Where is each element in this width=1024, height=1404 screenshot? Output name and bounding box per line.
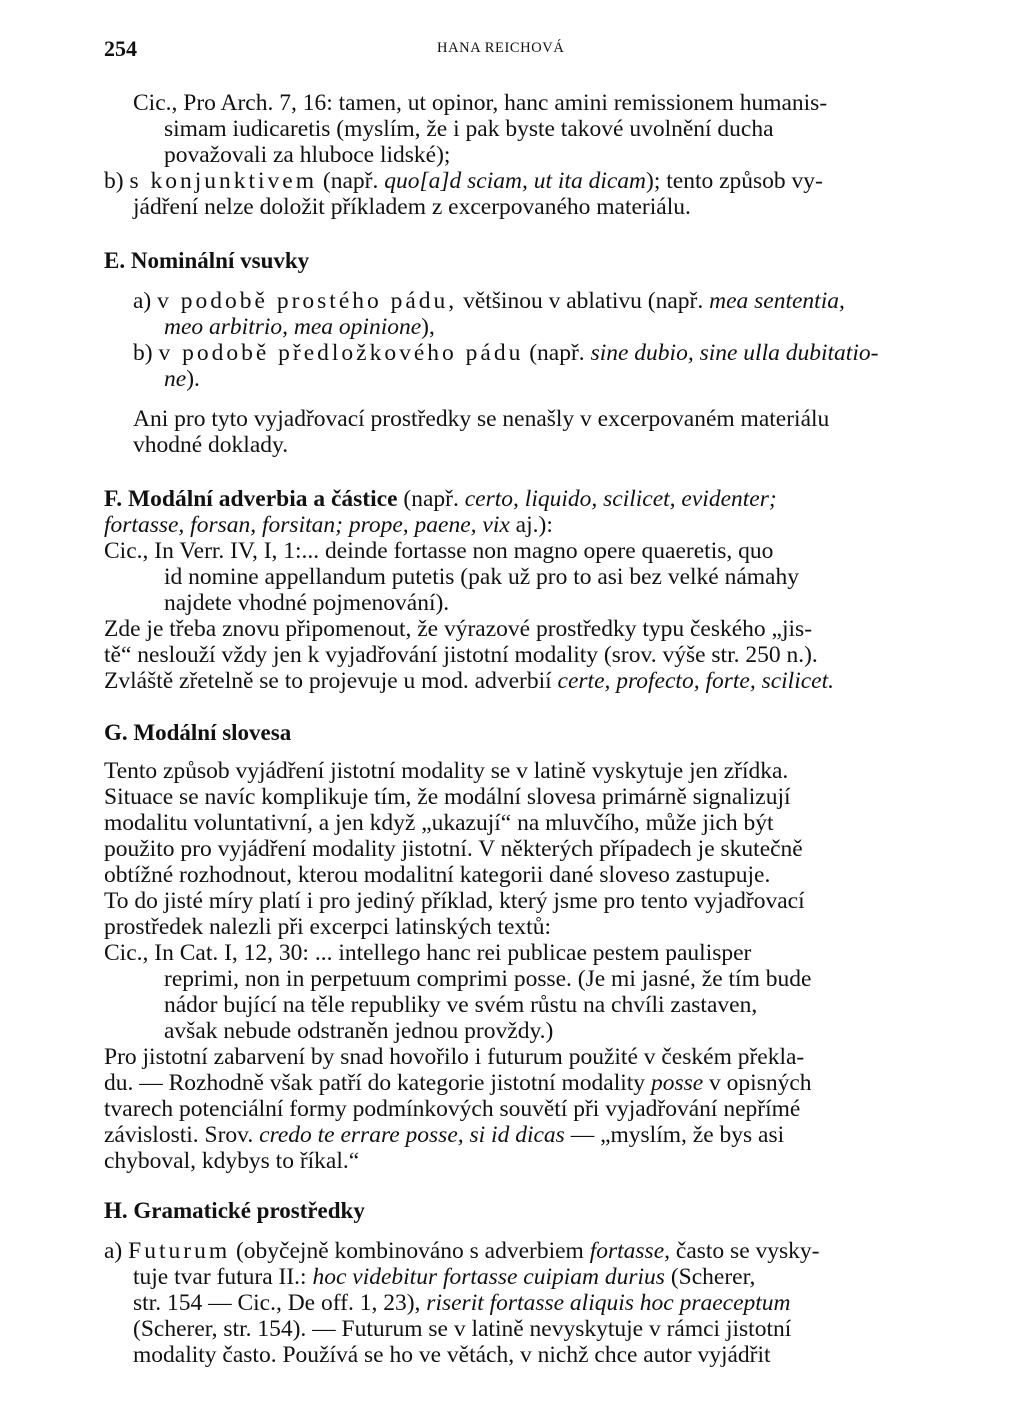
text-line: závislosti. Srov. credo te errare posse, si id dicas — „myslím, že bys asi [104,1122,785,1148]
list-item-b-konjunktiv: b) s konjunktivem (např. quo[a]d sciam, ut ita dicam); tento způsob vy- [104,168,823,194]
text-line: Pro jistotní zabarvení by snad hovořilo i futurum použité v českém překla- [104,1044,805,1070]
running-title: HANA REICHOVÁ [437,40,565,56]
text-line: reprimi, non in perpetuum comprimi posse. (Je mi jasné, že tím bude [164,966,812,992]
section-heading-e: E. Nominální vsuvky [104,248,310,273]
section-heading-h: H. Gramatické prostředky [104,1198,365,1223]
text-line: považovali za hluboce lidské); [164,142,451,168]
text-line: použito pro vyjádření modality jistotní. V některých případech je skutečně [104,836,803,862]
text-line: najdete vhodné pojmenování). [164,590,450,616]
text-line: str. 154 — Cic., De off. 1, 23), riserit fortasse aliquis hoc praeceptum [133,1290,791,1316]
text-line: id nomine appellandum putetis (pak už pro to asi bez velké námahy [164,564,799,590]
text-line: Cic., In Verr. IV, I, 1:... deinde fortasse non magno opere quaeretis, quo [104,538,774,564]
text-line: tuje tvar futura II.: hoc videbitur fortasse cuipiam durius (Scherer, [133,1264,756,1290]
text-line: Cic., In Cat. I, 12, 30: ... intellego hanc rei publicae pestem paulisper [104,940,752,966]
text-line: jádření nelze doložit příkladem z excerpovaného materiálu. [133,194,691,220]
text-line: prostředek nalezli při excerpci latinských textů: [104,914,551,940]
text-line: Ani pro tyto vyjadřovací prostředky se nenašly v excerpovaném materiálu [133,406,830,432]
text-line: avšak nebude odstraněn jednou provždy.) [164,1018,554,1044]
text-line: Situace se navíc komplikuje tím, že modální slovesa primárně signalizují [104,784,791,810]
text-line: simam iudicaretis (myslím, že i pak byste takové uvolnění ducha [164,116,774,142]
text-line: To do jisté míry platí i pro jediný příklad, který jsme pro tento vyjadřovací [104,888,805,914]
text-line: du. — Rozhodně však patří do kategorie jistotní modality posse v opisných [104,1070,812,1096]
text-line: fortasse, forsan, forsitan; prope, paene, vix aj.): [104,512,553,538]
text-line: Tento způsob vyjádření jistotní modality se v latině vyskytuje jen zřídka. [104,758,789,784]
text-line: nádor bující na těle republiky ve svém růstu na chvíli zastaven, [164,992,758,1018]
text-line: ne). [164,366,200,392]
text-line: obtížné rozhodnout, kterou modalitní kategorii dané sloveso zastupuje. [104,862,771,888]
text-line: Zde je třeba znovu připomenout, že výrazové prostředky typu českého „jis- [104,616,813,642]
text-line: chyboval, kdybys to říkal.“ [104,1148,360,1174]
list-item-b: b) v podobě předložkového pádu (např. sine dubio, sine ulla dubitatio- [133,340,879,366]
text-line: tě“ neslouží vždy jen k vyjadřování jistotní modality (srov. výše str. 250 n.). [104,642,818,668]
list-item-a: a) v podobě prostého pádu, většinou v ablativu (např. mea sententia, [133,288,845,314]
text-line: vhodné doklady. [133,432,289,458]
page-number: 254 [104,36,137,61]
text-line: modality často. Používá se ho ve větách, v nichž chce autor vyjádřit [133,1342,771,1368]
text-line: tvarech potenciální formy podmínkových souvětí při vyjadřování nepřímé [104,1096,801,1122]
text-line: Zvláště zřetelně se to projevuje u mod. adverbií certe, profecto, forte, scilicet. [104,668,835,694]
text-line: (Scherer, str. 154). — Futurum se v latině nevyskytuje v rámci jistotní [133,1316,792,1342]
section-heading-g: G. Modální slovesa [104,720,292,745]
list-item-a-futurum: a) Futurum (obyčejně kombinováno s adverbiem fortasse, často se vysky- [104,1238,820,1264]
text-line: meo arbitrio, mea opinione), [164,314,435,340]
section-heading-f: F. Modální adverbia a částice (např. certo, liquido, scilicet, evidenter; [104,486,777,512]
text-line: modalitu voluntativní, a jen když „ukazují“ na mluvčího, může jich být [104,810,774,836]
text-line: Cic., Pro Arch. 7, 16: tamen, ut opinor, hanc amini remissionem humanis- [133,90,828,116]
